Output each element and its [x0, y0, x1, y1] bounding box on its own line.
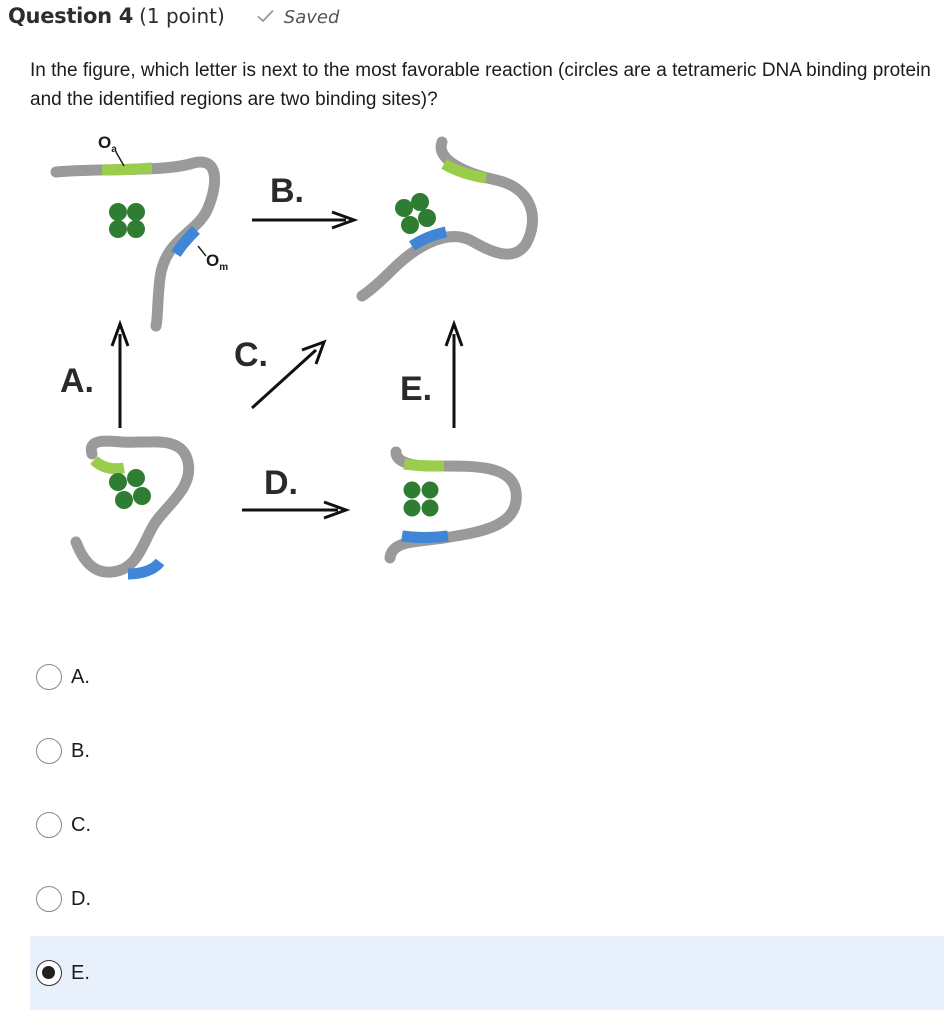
option-d[interactable] — [30, 862, 944, 936]
option-e[interactable] — [30, 936, 944, 1010]
question-header — [8, 4, 339, 34]
radio-d[interactable] — [36, 886, 62, 912]
tetramer-protein-bound-om — [395, 193, 436, 234]
option-a[interactable] — [30, 640, 944, 714]
tetramer-protein — [109, 203, 145, 238]
option-e-label: E. — [71, 961, 90, 984]
answer-options — [30, 640, 944, 1010]
arrow-label-a: A. — [60, 362, 94, 400]
radio-b[interactable] — [36, 738, 62, 764]
tetramer-protein-bound-oa — [109, 469, 151, 509]
reaction-diagram — [40, 128, 560, 598]
arrow-a — [60, 324, 128, 428]
arrow-d — [242, 464, 346, 518]
arrow-label-d: D. — [264, 464, 298, 502]
dna-state-om-bound — [362, 142, 533, 296]
dna-state-oa-bound — [76, 441, 189, 574]
reaction-figure — [40, 128, 560, 598]
tetramer-protein-looped — [404, 482, 439, 517]
arrow-c — [234, 336, 324, 408]
option-b[interactable] — [30, 714, 944, 788]
option-c[interactable] — [30, 788, 944, 862]
option-d-label: D. — [71, 887, 91, 910]
radio-e[interactable] — [36, 960, 62, 986]
arrow-label-c: C. — [234, 336, 268, 374]
dna-state-looped — [390, 452, 516, 558]
question-prompt: In the figure, which letter is next to the most favorable reaction (circles are a tetrameric DNA binding protein and the identified regions are two binding sites)? — [30, 60, 931, 110]
site-oa-label: $O_a$ — [98, 133, 117, 155]
arrow-label-b: B. — [270, 172, 304, 210]
option-c-label: C. — [71, 813, 91, 836]
saved-label: Saved — [283, 7, 340, 28]
saved-status — [257, 7, 340, 28]
check-icon — [257, 7, 274, 28]
arrow-b — [252, 172, 354, 228]
radio-c[interactable] — [36, 812, 62, 838]
question-title — [8, 4, 133, 28]
dna-state-unbound — [56, 133, 228, 326]
question-points: (1 point) — [139, 4, 225, 28]
option-a-label: A. — [71, 665, 90, 688]
site-om-label: $O_m$ — [206, 251, 229, 273]
question-number: Question 4 — [8, 4, 134, 28]
arrow-e — [400, 324, 462, 428]
option-b-label: B. — [71, 739, 90, 762]
radio-a[interactable] — [36, 664, 62, 690]
arrow-label-e: E. — [400, 370, 433, 408]
